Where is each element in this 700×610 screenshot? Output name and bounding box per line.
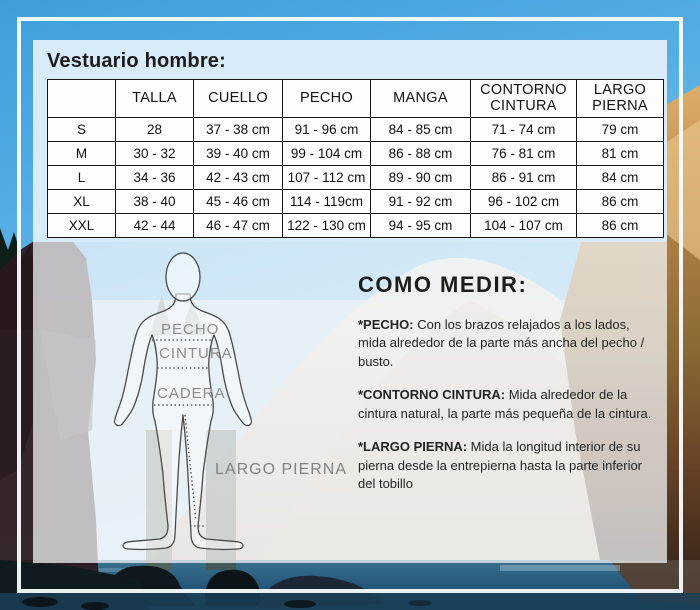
cell-largo: 86 cm bbox=[577, 190, 664, 214]
measure-note-contorno-cintura bbox=[358, 386, 654, 423]
measure-note-largo-pierna bbox=[358, 438, 654, 493]
cell-manga: 84 - 85 cm bbox=[371, 118, 471, 142]
measure-note-text: Mida la longitud interior de su pierna desde la entrepierna hasta la parte inferior del tobillo bbox=[358, 439, 643, 492]
how-to-measure-heading: COMO MEDIR: bbox=[358, 272, 528, 297]
cell-pecho: 122 - 130 cm bbox=[283, 214, 371, 238]
col-header-manga: MANGA bbox=[371, 80, 471, 118]
col-header-pecho: PECHO bbox=[283, 80, 371, 118]
measure-note-lead: *CONTORNO CINTURA: bbox=[358, 387, 506, 403]
table-row bbox=[48, 118, 664, 142]
cell-talla: 38 - 40 bbox=[116, 190, 194, 214]
col-header-contorno-cintura: CONTORNO CINTURA bbox=[471, 80, 577, 118]
waist-label: CINTURA bbox=[159, 345, 233, 362]
cell-pecho: 107 - 112 cm bbox=[283, 166, 371, 190]
page-title: Vestuario hombre: bbox=[47, 50, 226, 72]
cell-pecho: 99 - 104 cm bbox=[283, 142, 371, 166]
cell-manga: 89 - 90 cm bbox=[371, 166, 471, 190]
measure-note-text: Con los brazos relajados a los lados, mida alrededor de la parte más ancha del pecho / busto. bbox=[358, 317, 645, 369]
cell-largo: 81 cm bbox=[577, 142, 664, 166]
size-table-section bbox=[33, 40, 667, 242]
cell-cuello: 46 - 47 cm bbox=[194, 214, 283, 238]
table-row bbox=[48, 214, 664, 238]
cell-size: M bbox=[48, 142, 116, 166]
cell-contorno: 104 - 107 cm bbox=[471, 214, 577, 238]
cell-contorno: 96 - 102 cm bbox=[471, 190, 577, 214]
hip-label: CADERA bbox=[157, 385, 226, 402]
table-header-row bbox=[48, 80, 664, 118]
col-header-largo-pierna: LARGO PIERNA bbox=[577, 80, 664, 118]
head-outline bbox=[166, 253, 200, 301]
cell-size: XXL bbox=[48, 214, 116, 238]
col-header-cuello: CUELLO bbox=[194, 80, 283, 118]
cell-manga: 94 - 95 cm bbox=[371, 214, 471, 238]
cell-talla: 30 - 32 bbox=[116, 142, 194, 166]
how-to-measure-section bbox=[358, 272, 654, 509]
cell-contorno: 76 - 81 cm bbox=[471, 142, 577, 166]
cell-largo: 79 cm bbox=[577, 118, 664, 142]
size-chart-table bbox=[47, 79, 664, 238]
col-header-talla: TALLA bbox=[116, 80, 194, 118]
cell-manga: 86 - 88 cm bbox=[371, 142, 471, 166]
cell-size: L bbox=[48, 166, 116, 190]
cell-pecho: 114 - 119cm bbox=[283, 190, 371, 214]
cell-cuello: 45 - 46 cm bbox=[194, 190, 283, 214]
cell-contorno: 86 - 91 cm bbox=[471, 166, 577, 190]
cell-size: S bbox=[48, 118, 116, 142]
cell-cuello: 39 - 40 cm bbox=[194, 142, 283, 166]
cell-talla: 28 bbox=[116, 118, 194, 142]
chest-label: PECHO bbox=[161, 321, 220, 338]
cell-largo: 84 cm bbox=[577, 166, 664, 190]
cell-contorno: 71 - 74 cm bbox=[471, 118, 577, 142]
table-row bbox=[48, 142, 664, 166]
cell-talla: 34 - 36 bbox=[116, 166, 194, 190]
table-row bbox=[48, 190, 664, 214]
measure-note-lead: *LARGO PIERNA: bbox=[358, 439, 468, 455]
cell-largo: 86 cm bbox=[577, 214, 664, 238]
cell-size: XL bbox=[48, 190, 116, 214]
inseam-label: LARGO PIERNA bbox=[215, 461, 348, 478]
cell-manga: 91 - 92 cm bbox=[371, 190, 471, 214]
measure-note-text: Mida alrededor de la cintura natural, la parte más pequeña de la cintura. bbox=[358, 387, 652, 421]
body-outline-figure bbox=[100, 245, 280, 565]
cell-cuello: 42 - 43 cm bbox=[194, 166, 283, 190]
col-header-blank bbox=[48, 80, 116, 118]
cell-pecho: 91 - 96 cm bbox=[283, 118, 371, 142]
cell-talla: 42 - 44 bbox=[116, 214, 194, 238]
cell-cuello: 37 - 38 cm bbox=[194, 118, 283, 142]
table-row bbox=[48, 166, 664, 190]
measure-note-lead: *PECHO: bbox=[358, 317, 414, 332]
measure-note-pecho bbox=[358, 316, 654, 371]
